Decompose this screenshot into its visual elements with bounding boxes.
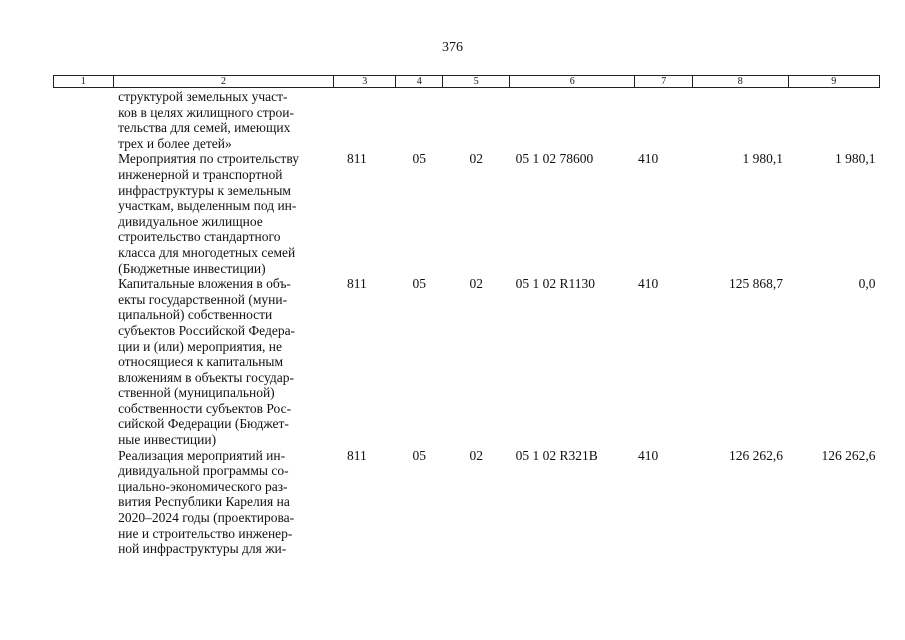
description-line: вложениям в объекты государ- <box>118 369 294 385</box>
description-line: ков в целях жилищного строи- <box>118 104 294 120</box>
description-line: екты государственной (муни- <box>118 291 288 307</box>
header-col-9: 9 <box>788 76 880 88</box>
header-col-1: 1 <box>54 76 114 88</box>
description-line: инфраструктуры к земельным <box>118 182 291 198</box>
cell-col-1 <box>54 448 114 557</box>
description-line: структурой земельных участ- <box>118 89 288 104</box>
description-line: ции и (или) мероприятия, не <box>118 338 283 354</box>
header-col-2: 2 <box>113 76 334 88</box>
table-row <box>54 276 880 448</box>
description-line: сийской Федерации (Бюджет- <box>118 416 289 432</box>
cell-amount-col-9: 0,0 <box>858 276 876 292</box>
cell-description <box>113 151 334 276</box>
description-line: ной инфраструктуры для жи- <box>118 541 287 557</box>
description-line: 2020–2024 годы (проектирова- <box>118 510 295 526</box>
description-line: Мероприятия по строительству <box>118 151 299 167</box>
cell-expense-type: 410 <box>637 151 659 167</box>
cell-target-article <box>510 88 635 152</box>
cell-amount-col-8: 125 868,7 <box>729 276 783 292</box>
description-line: класса для многодетных семей <box>118 244 296 260</box>
cell-ministry-code: 811 <box>346 151 367 167</box>
description-line: ные инвестиции) <box>118 432 217 448</box>
description-line: (Бюджетные инвестиции) <box>118 260 266 276</box>
header-col-3: 3 <box>334 76 396 88</box>
cell-section <box>396 88 443 152</box>
description-line: инженерной и транспортной <box>118 166 283 182</box>
header-col-5: 5 <box>443 76 510 88</box>
description-line: тельства для семей, имеющих <box>118 120 291 136</box>
description-line: трех и более детей» <box>118 135 232 151</box>
header-col-8: 8 <box>692 76 788 88</box>
header-col-4: 4 <box>396 76 443 88</box>
table-row <box>54 151 880 276</box>
table-body <box>54 88 880 557</box>
cell-amount-col-9: 1 980,1 <box>835 151 876 167</box>
description-line: дивидуальной программы со- <box>118 463 289 479</box>
header-col-7: 7 <box>635 76 693 88</box>
table-row <box>54 448 880 557</box>
page-number: 376 <box>442 40 463 55</box>
description-line: вития Республики Карелия на <box>118 494 290 510</box>
cell-ministry-code <box>334 88 396 152</box>
cell-expense-type <box>635 88 693 152</box>
cell-target-article: 05 1 02 R1130 <box>515 276 595 292</box>
cell-ministry-code: 811 <box>346 276 367 292</box>
cell-section: 05 <box>412 276 426 292</box>
cell-amount-col-9: 126 262,6 <box>821 447 876 463</box>
description-line: дивидуальное жилищное <box>118 213 263 229</box>
cell-section: 05 <box>412 151 426 167</box>
cell-col-1 <box>54 276 114 448</box>
table-row <box>54 88 880 152</box>
cell-subsection: 02 <box>469 276 483 292</box>
description-line: Капитальные вложения в объ- <box>118 276 291 292</box>
cell-target-article: 05 1 02 R321B <box>515 447 598 463</box>
description-line: ственной (муниципальной) <box>118 385 275 401</box>
description-line: участкам, выделенным под ин- <box>118 198 297 214</box>
cell-subsection: 02 <box>469 151 483 167</box>
description-line: относящиеся к капитальным <box>118 354 284 370</box>
cell-subsection <box>443 88 510 152</box>
cell-ministry-code: 811 <box>346 447 367 463</box>
cell-expense-type: 410 <box>637 276 659 292</box>
cell-amount-col-8: 1 980,1 <box>742 151 783 167</box>
cell-amount-col-8: 126 262,6 <box>729 447 783 463</box>
description-line: ципальной) собственности <box>118 307 273 323</box>
cell-amount-col-8 <box>692 88 788 152</box>
description-line: циально-экономического раз- <box>118 478 288 494</box>
header-row <box>54 76 880 88</box>
cell-amount-col-9 <box>788 88 880 152</box>
cell-section: 05 <box>412 447 426 463</box>
cell-description <box>113 448 334 557</box>
cell-target-article: 05 1 02 78600 <box>515 151 594 167</box>
cell-description <box>113 88 334 152</box>
description-line: субъектов Российской Федера- <box>118 322 296 338</box>
cell-description <box>113 276 334 448</box>
description-line: Реализация мероприятий ин- <box>118 447 286 463</box>
description-line: собственности субъектов Рос- <box>118 400 292 416</box>
description-line: ние и строительство инженер- <box>118 525 293 541</box>
header-col-6: 6 <box>510 76 635 88</box>
cell-subsection: 02 <box>469 447 483 463</box>
budget-table <box>53 75 880 557</box>
description-line: строительство стандартного <box>118 229 281 245</box>
cell-col-1 <box>54 88 114 152</box>
cell-col-1 <box>54 151 114 276</box>
cell-expense-type: 410 <box>637 447 659 463</box>
